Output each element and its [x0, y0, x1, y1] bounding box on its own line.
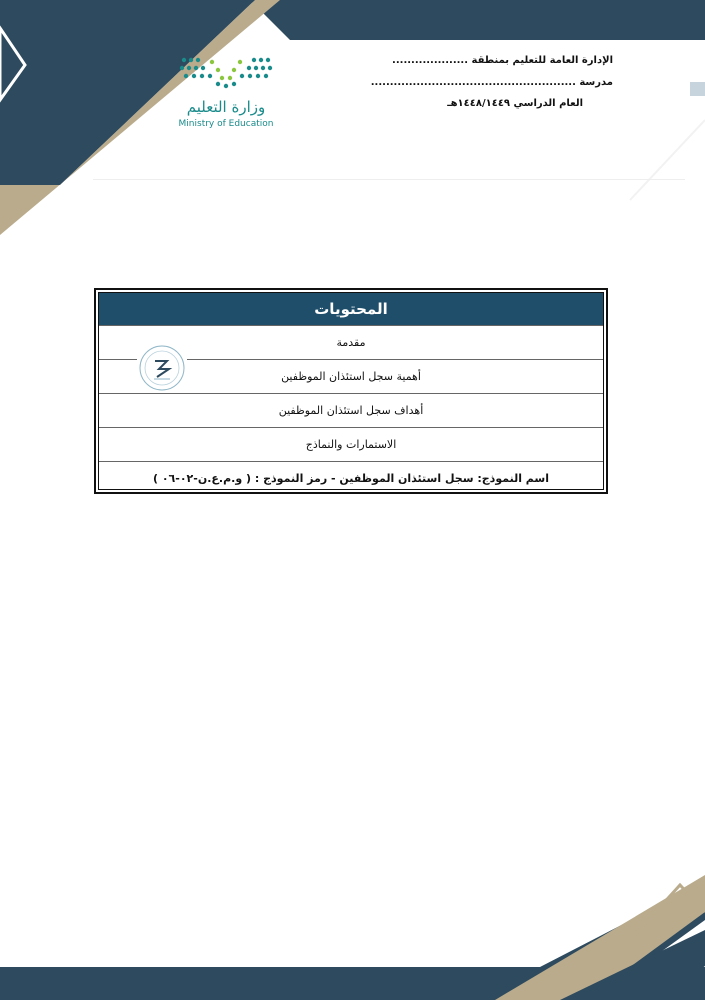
- right-square: [690, 82, 705, 96]
- header-academic-year: العام الدراسي ١٤٤٨/١٤٤٩هـ: [447, 98, 583, 109]
- logo-dots-icon: [176, 54, 276, 94]
- ministry-logo: [176, 54, 286, 134]
- toc-item-intro: مقدمة: [99, 325, 603, 359]
- logo-arabic-text: وزارة التعليم: [186, 98, 266, 116]
- toc-title: المحتويات: [99, 293, 603, 325]
- header-separator: [93, 179, 685, 180]
- header-school: مدرسة ......................................................: [370, 77, 613, 88]
- table-of-contents: [94, 288, 608, 494]
- logo-english-text: Ministry of Education: [178, 119, 274, 129]
- school-seal-icon: [137, 343, 187, 393]
- toc-item-form-name: اسم النموذج: سجل استئذان الموظفين - رمز النموذج : ( و.م.ع.ن-٠٢-٠٦ ): [99, 461, 603, 495]
- top-band: [250, 0, 705, 40]
- header-region: الإدارة العامة للتعليم بمنطقة ....................: [392, 55, 613, 66]
- toc-item-objectives: أهداف سجل استئذان الموظفين: [99, 393, 603, 427]
- toc-item-forms: الاستمارات والنماذج: [99, 427, 603, 461]
- toc-item-importance: أهمية سجل استئذان الموظفين: [99, 359, 603, 393]
